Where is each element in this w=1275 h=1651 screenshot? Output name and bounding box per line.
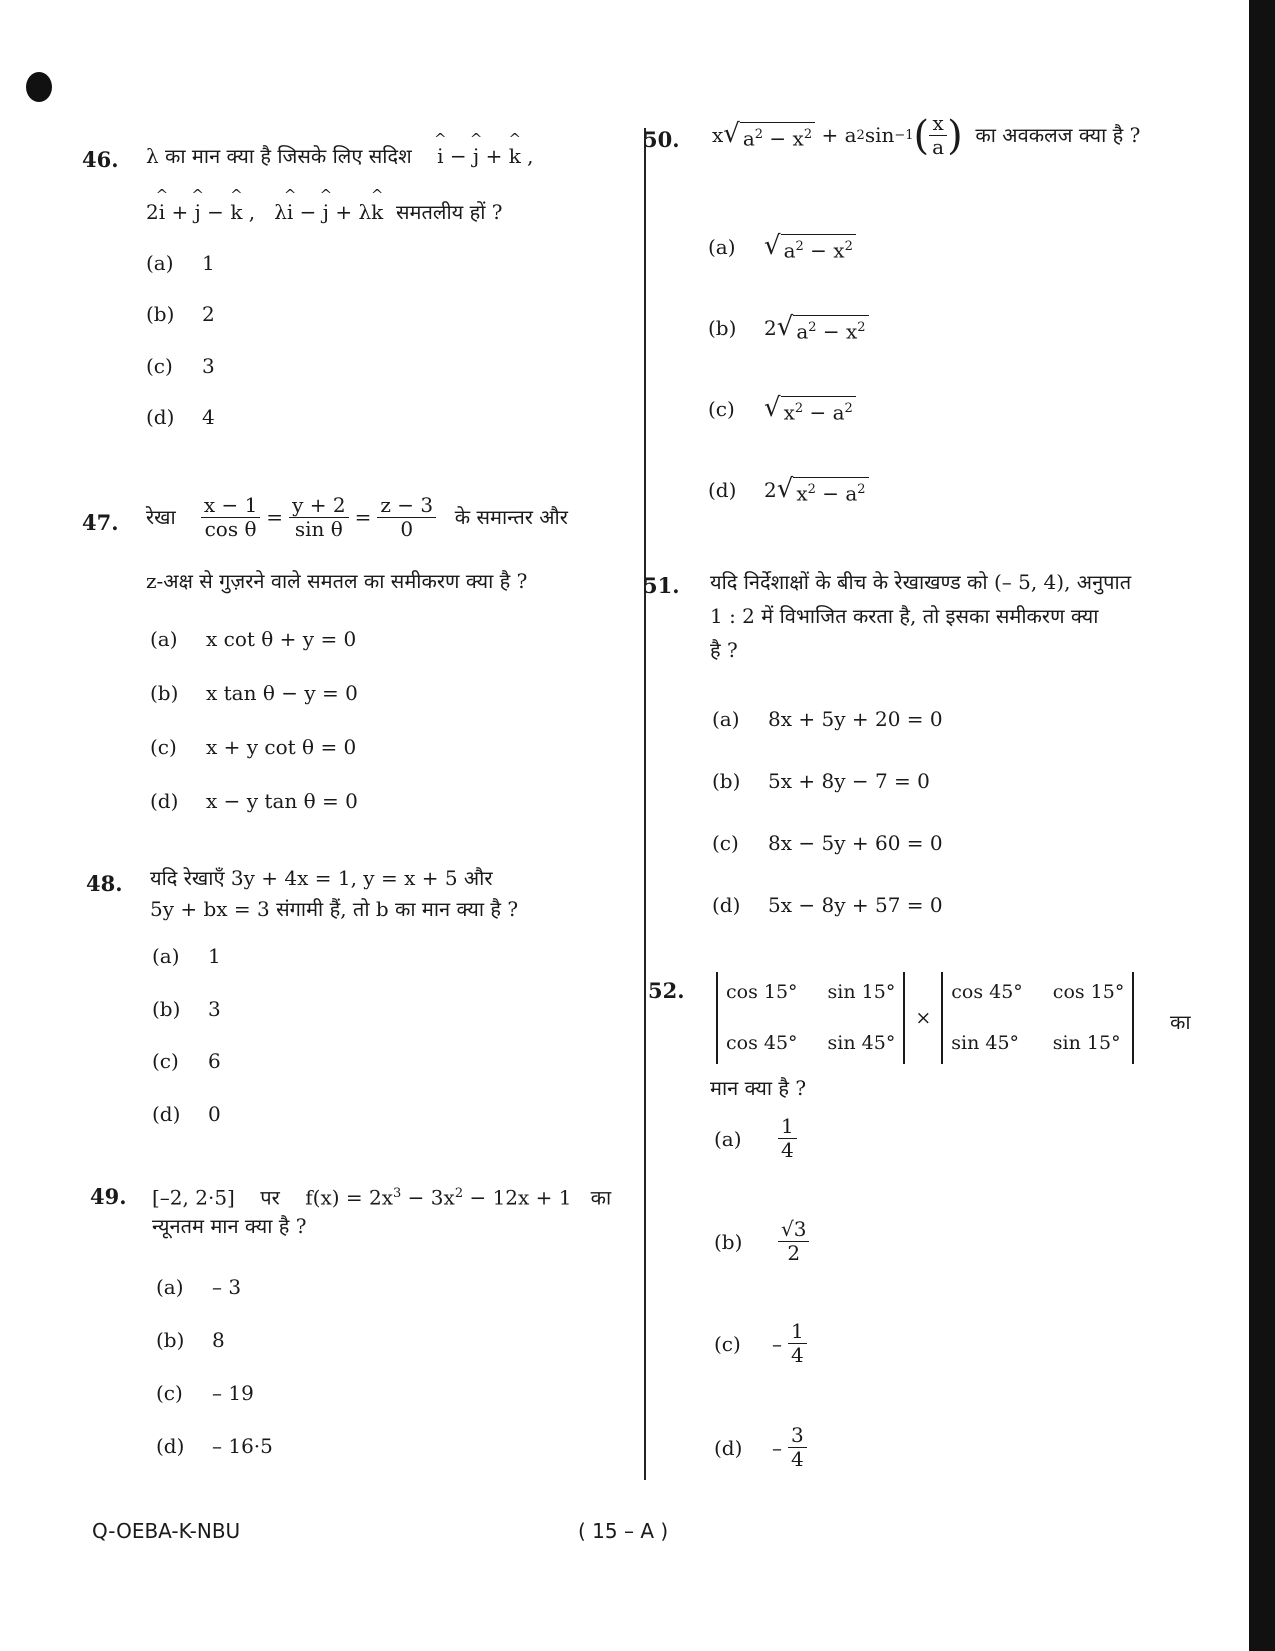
fraction-y: $\frac{y + 2}{\text{sin θ}}$ xyxy=(289,494,349,541)
option-label: (d) xyxy=(708,478,737,503)
option-value: 8 xyxy=(212,1328,225,1352)
question-number: 49. xyxy=(90,1184,127,1209)
question-tail: का xyxy=(1170,1010,1191,1034)
option-b[interactable] xyxy=(152,997,221,1021)
option-a[interactable] xyxy=(150,627,356,651)
option-a[interactable] xyxy=(152,944,221,968)
option-label: (b) xyxy=(708,316,737,341)
question-text: λ का मान क्या है जिसके लिए सदिश ^ i − ^ j + ^ k , xyxy=(146,140,534,173)
option-c[interactable] xyxy=(708,394,856,425)
question-number: 51. xyxy=(643,573,680,598)
option-label: (c) xyxy=(152,1049,179,1073)
option-value: – 19 xyxy=(212,1381,254,1405)
option-value: 6 xyxy=(208,1049,221,1073)
option-d[interactable] xyxy=(712,893,943,917)
option-value: 2 √ $a^2 - x^2$ xyxy=(764,313,869,344)
question-tail: के समान्तर और xyxy=(454,505,568,529)
option-label: (b) xyxy=(150,681,179,705)
option-label: (a) xyxy=(146,251,174,275)
question-line2: मान क्या है ? xyxy=(710,1076,807,1100)
determinant-product xyxy=(716,972,1134,1064)
option-label: (b) xyxy=(152,997,181,1021)
option-label: (a) xyxy=(708,235,736,260)
option-value: √ $x^2 - a^2$ xyxy=(764,394,856,425)
option-label: (c) xyxy=(150,735,177,759)
option-d[interactable] xyxy=(156,1434,273,1458)
option-value: 2 √ $x^2 - a^2$ xyxy=(764,475,869,506)
option-label: (c) xyxy=(146,354,173,378)
option-b[interactable]: (b) $\frac{√3}{2}$ xyxy=(714,1218,815,1265)
determinant-1: cos 15° sin 15° cos 45° sin 45° xyxy=(716,972,905,1064)
question-number: 47. xyxy=(82,510,119,535)
question-stem: λ का मान क्या है जिसके लिए सदिश xyxy=(146,144,412,168)
option-label: (a) xyxy=(156,1275,184,1299)
option-c[interactable]: (c) – $\frac{1}{4}$ xyxy=(714,1320,813,1367)
option-d[interactable] xyxy=(708,475,869,506)
option-value: – 16·5 xyxy=(212,1434,273,1458)
option-value: 1 xyxy=(202,251,215,275)
option-value: 8x + 5y + 20 = 0 xyxy=(768,707,943,731)
question-number: 48. xyxy=(86,871,123,896)
option-sign: – xyxy=(772,1331,782,1356)
option-value: x tan θ − y = 0 xyxy=(206,681,358,705)
option-b[interactable] xyxy=(150,681,358,705)
determinant-2: cos 45° cos 15° sin 45° sin 15° xyxy=(941,972,1134,1064)
question-number: 52. xyxy=(648,978,685,1003)
option-value: 1 xyxy=(208,944,221,968)
question-line1: यदि निर्देशाक्षों के बीच के रेखाखण्ड को (– 5, 4), अनुपात xyxy=(710,570,1132,594)
option-d[interactable] xyxy=(152,1102,221,1126)
option-label: (d) xyxy=(150,789,179,813)
option-label: (a) xyxy=(152,944,180,968)
option-value: x + y cot θ = 0 xyxy=(206,735,357,759)
option-value: – 3 xyxy=(212,1275,242,1299)
question-line3: है ? xyxy=(710,638,738,662)
option-d[interactable] xyxy=(146,405,215,429)
option-d[interactable]: (d) – $\frac{3}{4}$ xyxy=(714,1424,813,1471)
option-value: 5x + 8y − 7 = 0 xyxy=(768,769,930,793)
punch-hole-mark xyxy=(26,72,52,102)
option-a[interactable] xyxy=(156,1275,241,1299)
option-b[interactable] xyxy=(156,1328,225,1352)
option-label: (a) xyxy=(150,627,178,651)
option-value: √ $a^2 - x^2$ xyxy=(764,232,856,263)
option-a[interactable] xyxy=(708,232,856,263)
option-label: (d) xyxy=(714,1435,743,1460)
question-line2: z-अक्ष से गुज़रने वाले समतल का समीकरण क्या है ? xyxy=(146,569,528,593)
option-c[interactable] xyxy=(152,1049,221,1073)
page-number: ( 15 – A ) xyxy=(578,1519,669,1543)
question-number: 50. xyxy=(643,127,680,152)
option-label: (a) xyxy=(714,1126,742,1151)
option-value: 3 xyxy=(202,354,215,378)
option-value: 2 xyxy=(202,302,215,326)
option-label: (c) xyxy=(156,1381,183,1405)
option-label: (d) xyxy=(156,1434,185,1458)
option-value: x − y tan θ = 0 xyxy=(206,789,358,813)
interval: [–2, 2·5] xyxy=(152,1185,235,1210)
question-line1: यदि रेखाएँ 3y + 4x = 1, y = x + 5 और xyxy=(150,866,493,890)
times-sign: × xyxy=(915,1006,932,1029)
word-par: पर xyxy=(260,1185,280,1210)
option-label: (b) xyxy=(714,1229,743,1254)
question-text: रेखा $\frac{x - 1}{\text{cos θ}}$ = $\frac{y + 2}{\text{sin θ}}$ = $\frac{z - 3}{0}$ के समान्तर और xyxy=(146,493,568,541)
option-c[interactable] xyxy=(150,735,356,759)
option-c[interactable] xyxy=(146,354,215,378)
question-line2: 1 : 2 में विभाजित करता है, तो इसका समीकरण क्या xyxy=(710,604,1099,628)
option-d[interactable] xyxy=(150,789,358,813)
option-c[interactable] xyxy=(156,1381,254,1405)
option-value: 4 xyxy=(202,405,215,429)
column-divider xyxy=(644,128,646,1480)
option-b[interactable] xyxy=(146,302,215,326)
question-vectors: 2^ i + ^ j − ^ k , λ^ i − ^ j + λ^ k समतलीय हों ? xyxy=(146,196,502,229)
question-word: रेखा xyxy=(146,505,176,529)
option-label: (c) xyxy=(714,1331,741,1356)
question-line2: न्यूनतम मान क्या है ? xyxy=(152,1214,307,1238)
question-line1: [–2, 2·5] पर $f(x) = 2x^3 - 3x^2 - 12x + 1$ का xyxy=(152,1185,612,1210)
question-number: 46. xyxy=(82,147,119,172)
option-b[interactable] xyxy=(708,313,869,344)
option-a[interactable] xyxy=(712,707,943,731)
option-c[interactable] xyxy=(712,831,943,855)
option-a[interactable]: (a) $\frac{1}{4}$ xyxy=(714,1115,803,1162)
option-value: 0 xyxy=(208,1102,221,1126)
option-b[interactable] xyxy=(712,769,930,793)
option-label: (d) xyxy=(152,1102,181,1126)
option-label: (d) xyxy=(712,893,741,917)
option-value: 3 xyxy=(208,997,221,1021)
option-label: (c) xyxy=(708,397,735,422)
option-label: (b) xyxy=(146,302,175,326)
question-tail: समतलीय हों ? xyxy=(396,200,503,224)
option-value: 5x − 8y + 57 = 0 xyxy=(768,893,943,917)
paper-code: Q-OEBA-K-NBU xyxy=(92,1519,241,1543)
option-value: 8x − 5y + 60 = 0 xyxy=(768,831,943,855)
fraction-x: $\frac{x - 1}{\text{cos θ}}$ xyxy=(201,494,260,541)
option-label: (b) xyxy=(712,769,741,793)
question-tail: का अवकलज क्या है ? xyxy=(975,123,1141,147)
question-line2: 5y + bx = 3 संगामी हैं, तो b का मान क्या है ? xyxy=(150,897,519,921)
page-edge xyxy=(1249,0,1275,1651)
option-label: (b) xyxy=(156,1328,185,1352)
option-label: (d) xyxy=(146,405,175,429)
option-label: (a) xyxy=(712,707,740,731)
option-a[interactable] xyxy=(146,251,215,275)
option-sign: – xyxy=(772,1435,782,1460)
option-label: (c) xyxy=(712,831,739,855)
question-expression: x √ $a^2 - x^2$ + a 2 sin −1 ( $\frac{x}{a}$ ) का अवकलज क्या है ? xyxy=(712,111,1141,159)
option-value: x cot θ + y = 0 xyxy=(206,627,357,651)
fraction-z: $\frac{z - 3}{0}$ xyxy=(377,494,436,541)
question-tail: का xyxy=(590,1185,612,1210)
